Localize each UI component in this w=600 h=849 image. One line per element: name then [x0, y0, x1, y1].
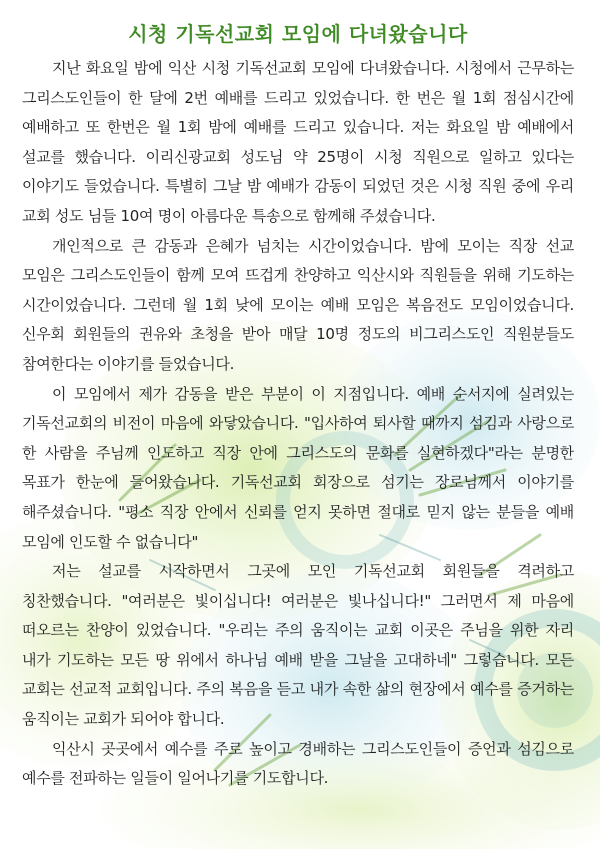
paragraph-5: 익산시 곳곳에서 예수를 주로 높이고 경배하는 그리스도인들이 증언과 섬김으로 예수를 전파하는 일들이 일어나기를 기도합니다.	[22, 739, 574, 788]
document-title: 시청 기독선교회 모임에 다녀왔습니다	[128, 22, 468, 46]
paragraph-3: 이 모임에서 제가 감동을 받은 부분이 이 지점입니다. 예배 순서지에 실려있는 기독선교회의 비전이 마음에 와닿았습니다. "입사하여 퇴사할 때까지 섬김과 사랑으로 한 사람을 주님께 인도하고 직장 안에 그리스도의 문화를 실현하겠다"라는 분명한 목표가 한눈에 들어왔습니다. 기독선교회 회장으로 섬기는 장로님께서 이야기를 해주셨습니다. "평소 직장 안에서 신뢰를 얻지 못하면 절대로 믿지 않는 분들을 예배 모임에 인도할 수 없습니다"	[22, 384, 574, 551]
paragraph-2: 개인적으로 큰 감동과 은혜가 넘치는 시간이었습니다. 밤에 모이는 직장 선교 모임은 그리스도인들이 함께 모여 뜨겁게 찬양하고 익산시와 직원들을 위해 기도하는 시간이었습니다. 그런데 월 1회 낮에 모이는 예배 모임은 복음전도 모임이었습니다. 신우회 회원들의 권유와 초청을 받아 매달 10명 정도의 비그리스도인 직원분들도 참여한다는 이야기를 들었습니다.	[22, 236, 574, 373]
paragraph-1: 지난 화요일 밤에 익산 시청 기독선교회 모임에 다녀왔습니다. 시청에서 근무하는 그리스도인들이 한 달에 2번 예배를 드리고 있었습니다. 한 번은 월 1회 점심시간에 예배하고 또 한번은 월 1회 밤에 예배를 드리고 있습니다. 저는 화요일 밤 예배에서 설교를 했습니다. 이리신광교회 성도님 약 25명이 시청 직원으로 일하고 있다는 이야기도 들었습니다. 특별히 그날 밤 예배가 감동이 되었던 것은 시청 직원 중에 우리 교회 성도 님들 10여 명이 아름다운 특송으로 함께해 주셨습니다.	[22, 59, 574, 225]
paragraph-4: 저는 설교를 시작하면서 그곳에 모인 기독선교회 회원들을 격려하고 칭찬했습니다. "여러분은 빛이십니다! 여러분은 빛나십니다!" 그러면서 제 마음에 떠오르는 찬양이 있었습니다. "우리는 주의 움직이는 교회 이곳은 주님을 위한 자리 내가 기도하는 모든 땅 위에서 하나님 예배 받을 그날을 고대하네" 그렇습니다. 모든 교회는 선교적 교회입니다. 주의 복음을 듣고 내가 속한 삶의 현장에서 예수를 증거하는 움직이는 교회가 되어야 합니다.	[22, 562, 574, 729]
